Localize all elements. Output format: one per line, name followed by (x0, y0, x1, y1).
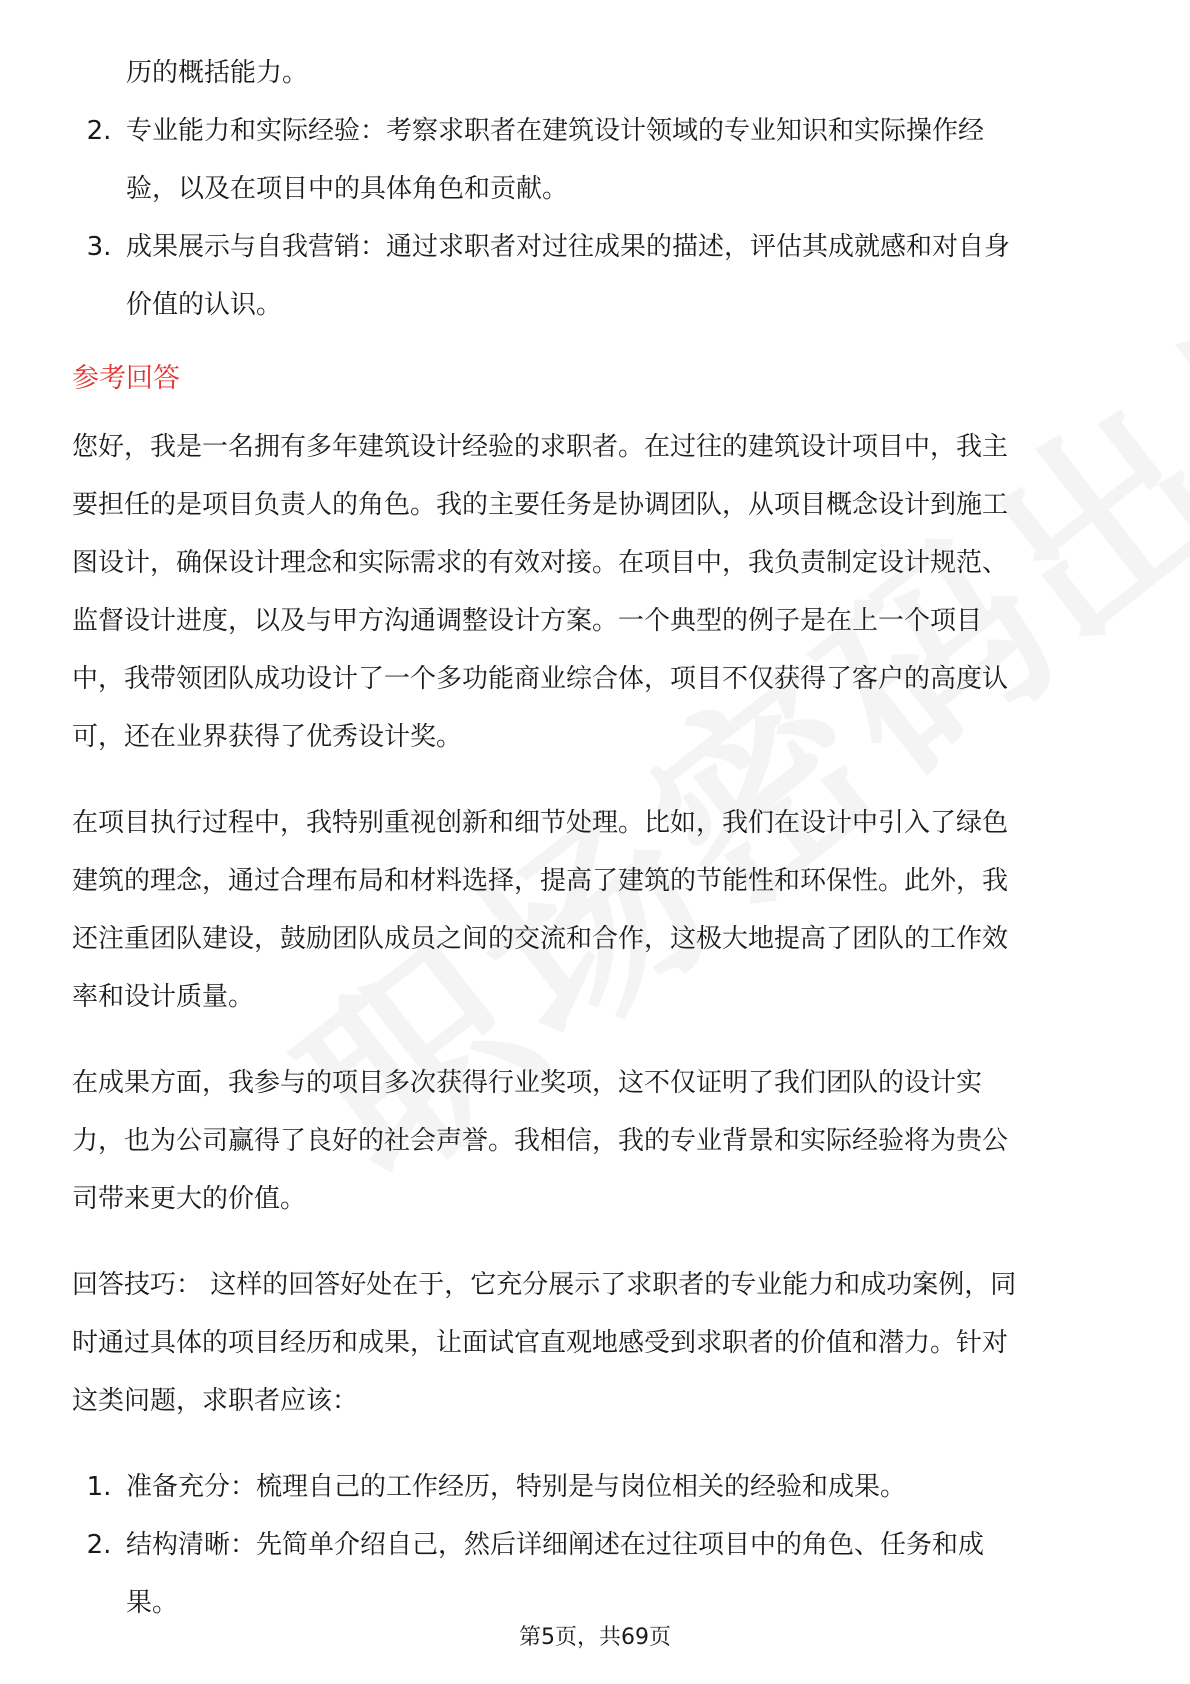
paragraph-line: 监督设计进度，以及与甲方沟通调整设计方案。一个典型的例子是在上一个项目 (72, 606, 983, 636)
list-line: 果。 (126, 1588, 179, 1618)
page-number: 第5页，共69页 (519, 1625, 671, 1650)
list-number: 3. (86, 232, 112, 262)
answer-paragraph (72, 418, 1122, 766)
page-content (72, 44, 1122, 1632)
list-item (72, 102, 1122, 218)
list-line: 成果展示与自我营销：通过求职者对过往成果的描述，评估其成就感和对自身 (126, 232, 1011, 262)
paragraph-line: 还注重团队建设，鼓励团队成员之间的交流和合作，这极大地提高了团队的工作效 (72, 924, 1009, 954)
paragraph-line: 要担任的是项目负责人的角色。我的主要任务是协调团队，从项目概念设计到施工 (72, 490, 1009, 520)
paragraph-line: 可，还在业界获得了优秀设计奖。 (72, 722, 463, 752)
paragraph-line: 回答技巧： 这样的回答好处在于，它充分展示了求职者的专业能力和成功案例，同 (72, 1270, 1017, 1300)
paragraph-line: 这类问题，求职者应该： (72, 1386, 359, 1416)
section-heading: 参考回答 (72, 363, 180, 394)
list-item (72, 218, 1122, 334)
list-number: 2. (86, 116, 112, 146)
paragraph-line: 时通过具体的项目经历和成果，让面试官直观地感受到求职者的价值和潜力。针对 (72, 1328, 1009, 1358)
paragraph-line: 率和设计质量。 (72, 982, 255, 1012)
paragraph-line: 司带来更大的价值。 (72, 1184, 307, 1214)
paragraph-line: 您好，我是一名拥有多年建筑设计经验的求职者。在过往的建筑设计项目中，我主 (72, 432, 1009, 462)
list-line: 验，以及在项目中的具体角色和贡献。 (126, 174, 569, 204)
paragraph-line: 中，我带领团队成功设计了一个多功能商业综合体，项目不仅获得了客户的高度认 (72, 664, 1009, 694)
paragraph-line: 建筑的理念，通过合理布局和材料选择，提高了建筑的节能性和环保性。此外，我 (72, 866, 1009, 896)
paragraph-line: 力，也为公司赢得了良好的社会声誉。我相信，我的专业背景和实际经验将为贵公 (72, 1126, 1009, 1156)
list-continuation: 历的概括能力。 (126, 58, 309, 88)
tips-list (72, 1458, 1122, 1632)
list-number: 1. (86, 1472, 112, 1502)
list-line: 价值的认识。 (126, 290, 283, 320)
answer-paragraph (72, 794, 1122, 1026)
list-item (72, 1458, 1122, 1516)
paragraph-line: 在成果方面，我参与的项目多次获得行业奖项，这不仅证明了我们团队的设计实 (72, 1068, 983, 1098)
criteria-list (72, 102, 1122, 334)
list-line: 专业能力和实际经验：考察求职者在建筑设计领域的专业知识和实际操作经 (126, 116, 985, 146)
paragraph-line: 图设计，确保设计理念和实际需求的有效对接。在项目中，我负责制定设计规范、 (72, 548, 1009, 578)
answer-paragraph (72, 1054, 1122, 1228)
paragraph-line: 在项目执行过程中，我特别重视创新和细节处理。比如，我们在设计中引入了绿色 (72, 808, 1009, 838)
list-item (72, 1516, 1122, 1632)
list-line: 结构清晰：先简单介绍自己，然后详细阐述在过往项目中的角色、任务和成 (126, 1530, 985, 1560)
list-line: 准备充分：梳理自己的工作经历，特别是与岗位相关的经验和成果。 (126, 1472, 907, 1502)
tips-paragraph (72, 1256, 1122, 1430)
list-number: 2. (86, 1530, 112, 1560)
